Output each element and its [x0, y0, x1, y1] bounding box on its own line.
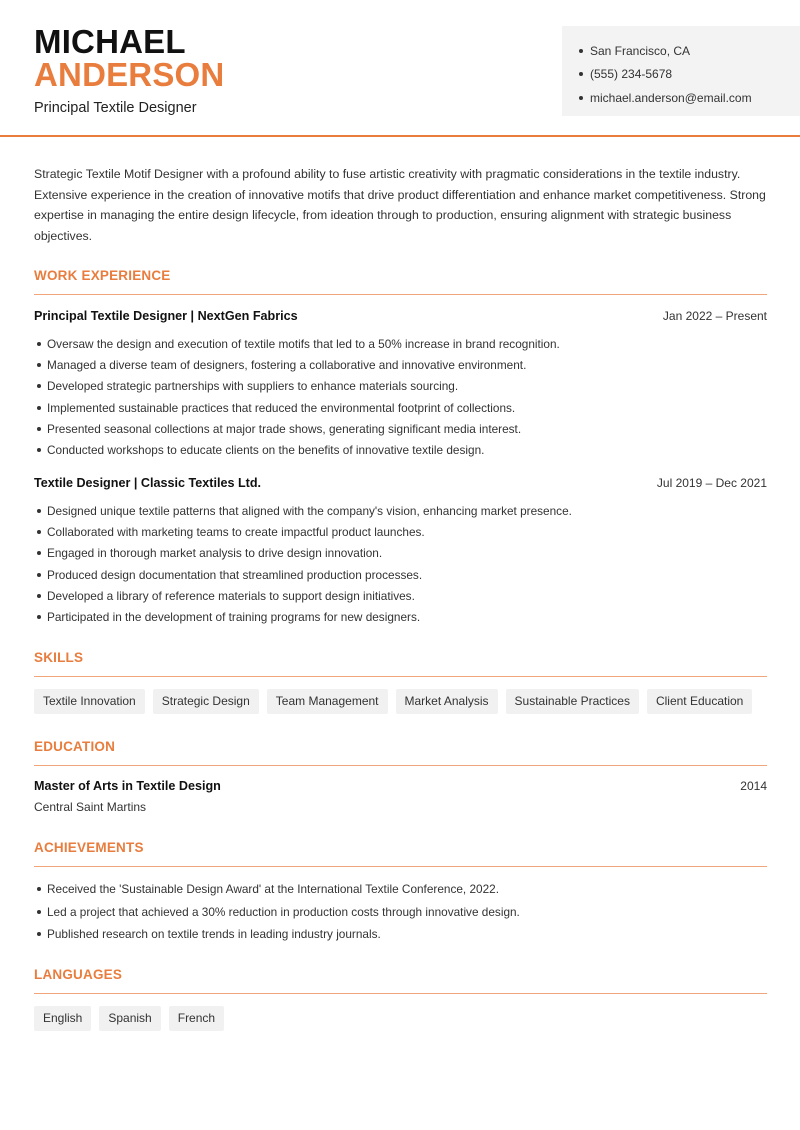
bullet-icon: [37, 573, 41, 577]
skill-tag: Sustainable Practices: [506, 689, 639, 714]
bullet-icon: [579, 72, 583, 76]
bullet-icon: [37, 363, 41, 367]
bullet-icon: [37, 932, 41, 936]
section-divider: [34, 294, 767, 295]
language-tag: Spanish: [99, 1006, 160, 1031]
section-divider: [34, 866, 767, 867]
list-item: [34, 543, 774, 564]
bullet-icon: [579, 96, 583, 100]
list-item: [34, 418, 774, 439]
section-divider: [34, 765, 767, 766]
bullet-icon: [37, 427, 41, 431]
list-item: [34, 333, 774, 354]
list-item-text: Developed a library of reference materials to support design initiatives.: [47, 588, 415, 603]
education-degree: Master of Arts in Textile Design: [34, 779, 221, 793]
section-title-achievements: ACHIEVEMENTS: [34, 840, 144, 855]
section-divider: [34, 676, 767, 677]
job-header: [34, 476, 767, 490]
contact-location-text: San Francisco, CA: [590, 43, 691, 58]
section-divider: [34, 993, 767, 994]
bullet-icon: [37, 887, 41, 891]
contact-box: [562, 26, 800, 116]
education-header: [34, 779, 767, 793]
contact-phone: [579, 63, 800, 87]
job-role: Textile Designer | Classic Textiles Ltd.: [34, 476, 262, 490]
list-item-text: Implemented sustainable practices that reduced the environmental footprint of collections.: [47, 400, 516, 415]
education-year: 2014: [740, 779, 767, 793]
skill-tag: Strategic Design: [153, 689, 259, 714]
skill-tag: Client Education: [647, 689, 752, 714]
list-item: [34, 521, 774, 542]
languages-tags: [34, 1006, 224, 1031]
bullet-icon: [37, 615, 41, 619]
job-title: Principal Textile Designer: [34, 100, 197, 116]
list-item: [34, 901, 774, 924]
job-dates: Jul 2019 – Dec 2021: [656, 476, 767, 490]
language-tag: English: [34, 1006, 91, 1031]
list-item: [34, 500, 774, 521]
contact-phone-text: (555) 234-5678: [590, 67, 673, 82]
job-bullets: [34, 333, 774, 461]
list-item-text: Developed strategic partnerships with suppliers to enhance materials sourcing.: [47, 379, 459, 394]
contact-email[interactable]: [579, 86, 800, 110]
list-item-text: Conducted workshops to educate clients on the benefits of innovative textile design.: [47, 443, 485, 458]
job-role: Principal Textile Designer | NextGen Fabrics: [34, 309, 298, 323]
bullet-icon: [37, 384, 41, 388]
list-item: [34, 923, 774, 946]
list-item-text: Engaged in thorough market analysis to drive design innovation.: [47, 546, 383, 561]
bullet-icon: [37, 406, 41, 410]
list-item-text: Designed unique textile patterns that aligned with the company's vision, enhancing market presence.: [47, 503, 572, 518]
section-title-skills: SKILLS: [34, 650, 84, 665]
first-name: MICHAEL: [34, 23, 186, 60]
skill-tag: Textile Innovation: [34, 689, 145, 714]
list-item: [34, 439, 774, 460]
list-item-text: Managed a diverse team of designers, fostering a collaborative and innovative environment.: [47, 357, 527, 372]
bullet-icon: [37, 530, 41, 534]
section-title-languages: LANGUAGES: [34, 967, 123, 982]
list-item: [34, 878, 774, 901]
contact-email-text[interactable]: michael.anderson@email.com: [590, 90, 752, 105]
job-dates: Jan 2022 – Present: [662, 309, 767, 323]
summary-paragraph: Strategic Textile Motif Designer with a profound ability to fuse artistic creativity with pragmatic considerations in the textile industry. Extensive experience in the creation of innovative motifs that drive product differentiation and enhance market competitiveness. Strong expertise in managing the entire design lifecycle, from ideation through to production, ensuring alignment with strategic business objectives.: [34, 167, 766, 244]
achievements-list: [34, 878, 774, 946]
section-title-education: EDUCATION: [34, 739, 116, 754]
list-item-text: Presented seasonal collections at major trade shows, generating significant media interest.: [47, 421, 522, 436]
list-item: [34, 585, 774, 606]
bullet-icon: [37, 509, 41, 513]
section-title-work: WORK EXPERIENCE: [34, 268, 171, 283]
list-item: [34, 397, 774, 418]
job-bullets: [34, 500, 774, 628]
list-item: [34, 354, 774, 375]
job-header: [34, 309, 767, 323]
skills-tags: [34, 689, 752, 714]
list-item: [34, 606, 774, 627]
skill-tag: Market Analysis: [396, 689, 498, 714]
list-item-text: Published research on textile trends in leading industry journals.: [47, 927, 381, 942]
contact-location: [579, 39, 800, 63]
language-tag: French: [169, 1006, 224, 1031]
list-item-text: Collaborated with marketing teams to create impactful product launches.: [47, 524, 425, 539]
list-item-text: Participated in the development of training programs for new designers.: [47, 610, 421, 625]
bullet-icon: [37, 551, 41, 555]
bullet-icon: [37, 910, 41, 914]
list-item-text: Led a project that achieved a 30% reduction in production costs through innovative design.: [47, 904, 520, 919]
bullet-icon: [579, 49, 583, 53]
skill-tag: Team Management: [267, 689, 388, 714]
bullet-icon: [37, 448, 41, 452]
list-item-text: Oversaw the design and execution of textile motifs that led to a 50% increase in brand recognition.: [47, 336, 560, 351]
list-item: [34, 564, 774, 585]
list-item: [34, 376, 774, 397]
last-name: ANDERSON: [34, 56, 225, 93]
bullet-icon: [37, 342, 41, 346]
list-item-text: Received the 'Sustainable Design Award' at the International Textile Conference, 2022.: [47, 882, 499, 897]
bullet-icon: [37, 594, 41, 598]
list-item-text: Produced design documentation that streamlined production processes.: [47, 567, 423, 582]
education-school: Central Saint Martins: [34, 800, 147, 814]
resume-header: [0, 0, 800, 137]
